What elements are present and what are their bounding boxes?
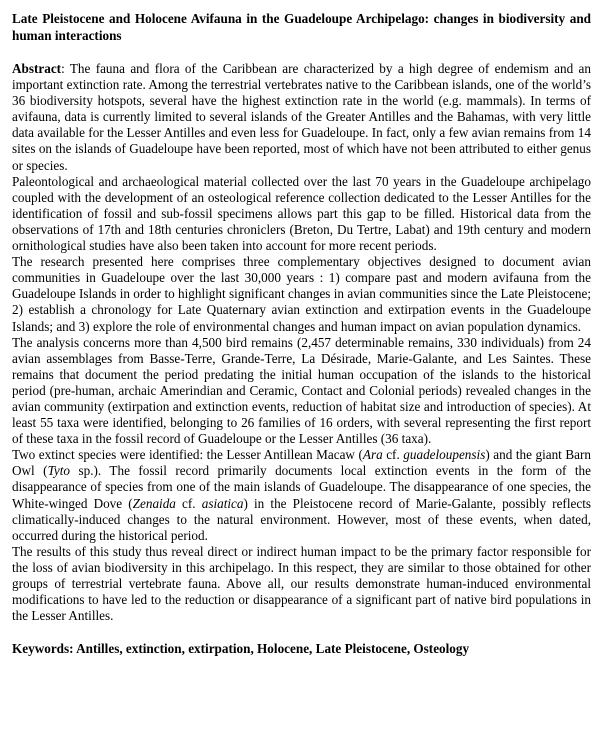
p5-text-2: cf. xyxy=(382,447,404,463)
p5-text-6: ) in the Pleistocene record of Marie-Galante, possibly reflects climatically-induced changes to the natural environment. However, most of these events, when dated, occurred during the historical period. xyxy=(12,495,591,543)
species-guadeloupensis: guadeloupensis xyxy=(403,447,486,463)
abstract-paragraph-3: The research presented here comprises three complementary objectives designed to document avian communities in Guadeloupe over the last 30,000 years : 1) compare past and modern avifauna from the Guadeloupe Islands in order to highlight significant changes in avian communities since the Late Pleistocene; 2) establish a chronology for Late Quaternary avian extinction and extirpation events in the Guadeloupe Islands; and 3) explore the role of environmental changes and human impact on avian population dynamics. xyxy=(12,254,591,334)
abstract-section xyxy=(12,61,591,624)
genus-ara: Ara xyxy=(362,447,383,463)
p5-text-4: sp.). The fossil record primarily documents local extinction events in the form of the disappearance of species from one of the main islands of Guadeloupe. The disappearance of one species, the White-winged Dove ( xyxy=(12,463,591,511)
abstract-paragraph-5 xyxy=(12,447,591,544)
keywords: Keywords: Antilles, extinction, extirpation, Holocene, Late Pleistocene, Osteology xyxy=(12,641,470,657)
p5-text-3: ) and the giant Barn Owl ( xyxy=(12,447,592,479)
genus-tyto: Tyto xyxy=(47,463,71,479)
genus-zenaida: Zenaida xyxy=(132,495,176,511)
abstract-paragraph-1 xyxy=(12,61,591,174)
document-title: Late Pleistocene and Holocene Avifauna in the Guadeloupe Archipelago: changes in biodiversity and human interactions xyxy=(12,11,591,43)
species-asiatica: asiatica xyxy=(201,495,244,511)
abstract-label: Abstract xyxy=(12,61,62,76)
abstract-paragraph-4: The analysis concerns more than 4,500 bird remains (2,457 determinable remains, 330 individuals) from 24 avian assemblages from Basse-Terre, Grande-Terre, La Désirade, Marie-Galante, and Les Saintes. These remains that document the period predating the initial human occupation of the islands to the historical period (pre-human, archaic Amerindian and Ceramic, Contact and Colonial periods) revealed changes in the avian community (extirpation and extinction events, reduction of habitat size and introduction of species). At least 55 taxa were identified, belonging to 26 families of 16 orders, with several representing the first report of these taxa in the fossil record of Guadeloupe or the Lesser Antilles (36 taxa). xyxy=(12,334,591,447)
abstract-paragraph-1-text: : The fauna and flora of the Caribbean are characterized by a high degree of endemism and an important extinction rate. Among the terrestrial vertebrates native to the Caribbean islands, one of the world’s 36 biodiversity hotspots, several have the highest extinction rate in the world (e.g. mammals). In terms of avifauna, data is currently limited to several islands of the Greater Antilles and the Bahamas, with very little data available for the Lesser Antilles and even less for Guadeloupe. In fact, only a few avian remains from 14 sites on the islands of Guadeloupe have been reported, most of which have not been attributed to either genus or species. xyxy=(12,61,591,173)
p5-text-5: cf. xyxy=(175,495,202,511)
abstract-paragraph-2: Paleontological and archaeological material collected over the last 70 years in the Guadeloupe archipelago coupled with the development of an osteological reference collection dedicated to the Lesser Antilles for the identification of fossil and sub-fossil specimens allows part this gap to be filled. Historical data from the observations of 17th and 18th centuries chroniclers (Breton, Du Tertre, Labat) and 19th century and modern ornithological studies have also been taken into account for more recent periods. xyxy=(12,173,591,254)
abstract-paragraph-6: The results of this study thus reveal direct or indirect human impact to be the primary factor responsible for the loss of avian biodiversity in this archipelago. In this respect, they are similar to those obtained for other groups of terrestrial vertebrate fauna. Above all, our results demonstrate human-induced environmental modifications to have led to the reduction or disappearance of a significant part of native bird populations in the Lesser Antilles. xyxy=(12,543,591,624)
p5-text-1: Two extinct species were identified: the Lesser Antillean Macaw ( xyxy=(12,447,363,463)
